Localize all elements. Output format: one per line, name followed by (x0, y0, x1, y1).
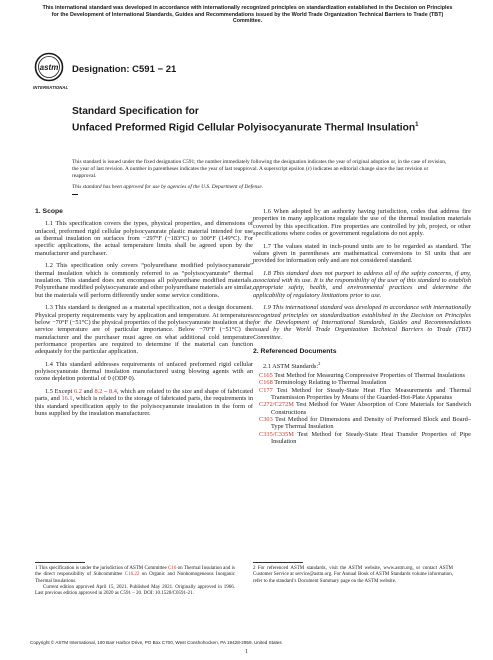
title-line-1: Standard Specification for (72, 106, 199, 117)
reference-link[interactable]: C168 (259, 379, 273, 387)
reference-list (253, 372, 471, 445)
reference-item (259, 386, 471, 402)
reference-item (259, 415, 471, 431)
link-8-4[interactable]: 8.4 (109, 387, 117, 395)
page-number: 1 (245, 649, 248, 655)
title-line-2 (72, 119, 462, 135)
reference-title: Test Method for Steady-State Heat Transfer Properties of Pipe Insulation (271, 430, 471, 445)
right-column (253, 208, 471, 445)
standard-note: This standard is issued under the fixed designation C591; the number immediately following the designation indicates the year of original adoption or, in the case of revision, the year of last revision. A number in parentheses indicates the year of last reapproval. A superscript epsilon (ε) indicates an editorial change since the last revision or reapproval. (72, 159, 447, 179)
reference-title: Terminology Relating to Thermal Insulation (272, 379, 387, 387)
paragraph-1-4: 1.4 This standard addresses requirements of unfaced preformed rigid cellular polyisocyanurate thermal insulation manufactured using blowing agents with an ozone depletion potential of 0 (ODP 0). (35, 360, 253, 383)
link-c16[interactable]: C16 (167, 566, 177, 571)
text: and (81, 387, 95, 395)
title-main: Unfaced Preformed Rigid Cellular Polyisocyanurate Thermal Insulation (72, 121, 416, 133)
section-heading-scope: 1. Scope (35, 208, 63, 215)
footnote-1 (35, 566, 235, 597)
reference-link[interactable]: C165 (259, 371, 273, 379)
text: , which is related to the storage of fabricated parts, the requirements in this standard specification apply to the polyisocyanurate insulation in the form of buns supplied by the insulation manufacturer. (35, 395, 253, 417)
paragraph-1-6: 1.6 When adopted by an authority having jurisdiction, codes that address fire properties in many applications regulate the use of the thermal insulation materials covered by this specification. Fire properties are controlled by job, project, or other specifications where codes or government regulations do not apply. (253, 208, 471, 238)
text: on Organic and Nonhomogeneous Inorganic Thermal Insulations. (35, 572, 236, 584)
text: on Thermal Insulation and is the direct responsibility of Subcommittee (35, 566, 235, 578)
document-title (72, 106, 462, 134)
paragraph-1-3: 1.3 This standard is designed as a material specification, not a design document. Physical property requirements vary by application and temperature. At temperatures below −70°F (−51°C) the physical properties of the polyisocyanurate insulation at the service temperature are of particular importance. Below −70°F (−51°C) the manufacturer and the purchaser must agree on what additional cold temperature performance properties are required to determine if the material can function adequately for the particular application. (35, 304, 253, 356)
footnote-2: 2 For referenced ASTM standards, visit the ASTM website, www.astm.org, or contact ASTM Customer Service at service@astm.org. For Annual Book of ASTM Standards volume information, refer to the standard’s Document Summary page on the ASTM website. (253, 566, 453, 584)
reference-item (259, 430, 471, 446)
paragraph-1-1: 1.1 This specification covers the types, physical properties, and dimensions of unfaced, preformed rigid cellular polyisocyanurate plastic material intended for use as thermal insulation on surfaces from −297°F (−183°C) to 300°F (149°C). For specific applications, the actual temperature limits shall be agreed upon by the manufacturer and purchaser. (35, 220, 253, 257)
reference-link[interactable]: C272/C272M (259, 401, 294, 409)
footnote-divider-right (253, 562, 303, 563)
reference-item (259, 401, 471, 416)
dod-approval-note: This standard has been approved for use by agencies of the U.S. Department of Defense. (72, 184, 264, 190)
reference-item (259, 379, 471, 387)
reference-title: Test Method for Water Absorption of Core Materials for Sandwich Constructions (271, 401, 471, 416)
reference-link[interactable]: C177 (259, 386, 273, 394)
text: 1 This specification is under the jurisdiction of ASTM Committee (35, 566, 168, 571)
tbt-notice: This international standard was developed in accordance with internationally recognized principles on standardization established in the Decision on Principles for the Development of International Standards, Guides and Recommendations issued by the World Trade Organization Technical Barriers to Trade (TBT) Committee. (42, 5, 453, 25)
link-6-2[interactable]: 6.2 (73, 387, 82, 395)
link-8-2[interactable]: 8.2 (94, 387, 103, 395)
text: – (102, 387, 110, 395)
logo-caption: INTERNATIONAL (33, 85, 69, 90)
paragraph-1-2: 1.2 This specification only covers “polyurethane modified polyisocyanurate” thermal insulation which is commonly referred to as “polyisocyanurate” thermal insulation. This standard does not encompass all polyurethane modified materials. Polyurethane modified polyisocyanurate and other polyurethane materials are similar, but the materials will perform differently under some service conditions. (35, 262, 253, 299)
footnote-1-edition: Current edition approved April 15, 2021. Published May 2021. Originally approved in 1966. Last previous edition approved in 2020 as C591 – 20. DOI: 10.1520/C0591-21. (35, 584, 235, 597)
footnote-divider-left (35, 562, 85, 563)
svg-text:astm: astm (39, 63, 59, 72)
reference-link[interactable]: C335/C335M (259, 430, 294, 438)
section-heading-references: 2. Referenced Documents (253, 348, 337, 356)
footnote-mark: 2 (318, 361, 321, 367)
reference-link[interactable]: C303 (259, 415, 273, 423)
subheading-text: 2.1 ASTM Standards: (263, 363, 319, 371)
text: 1.5 Except (45, 387, 74, 395)
paragraph-1-7: 1.7 The values stated in inch-pound units are to be regarded as standard. The values given in parentheses are mathematical conversions to SI units that are provided for information only and are not considered standard. (253, 242, 471, 265)
paragraph-1-8: 1.8 This standard does not purport to address all of the safety concerns, if any, associated with its use. It is the responsibility of the user of this standard to establish appropriate safety, health, and environmental practices and determine the applicability of regulatory limitations prior to use. (253, 269, 471, 299)
copyright-line: Copyright © ASTM International, 100 Barr Harbor Drive, PO Box C700, West Conshohocken, PA 19428-2959. United States (30, 640, 282, 645)
paragraph-1-9: 1.9 This international standard was developed in accordance with internationally recognized principles on standardization established in the Decision on Principles for the Development of International Standards, Guides and Recommendations issued by the World Trade Organization Technical Barriers to Trade (TBT) Committee. (253, 304, 471, 341)
left-column (35, 208, 253, 423)
reference-item (259, 371, 471, 379)
designation: Designation: C591 − 21 (72, 64, 177, 75)
astm-standards-subheading (263, 360, 471, 370)
link-16-1[interactable]: 16.1 (61, 395, 73, 403)
footnote-1-text (35, 566, 235, 585)
reference-title: Test Method for Measuring Compressive Properties of Thermal Insulations (272, 371, 465, 379)
link-c16-22[interactable]: C16.22 (124, 572, 140, 578)
reference-title: Test Method for Steady-State Heat Flux Measurements and Thermal Transmission Properties by Means of the Guarded-Hot-Plate Apparatus (271, 386, 471, 401)
paragraph-1-5 (35, 388, 253, 417)
reference-title: Test Method for Dimensions and Density of Preformed Block and Board–Type Thermal Insulation (271, 415, 471, 431)
astm-logo-icon (34, 52, 64, 84)
title-footnote-mark: 1 (415, 121, 419, 128)
divider (72, 194, 78, 195)
text: , which are related to the size and shape of fabricated parts, and (35, 387, 253, 403)
